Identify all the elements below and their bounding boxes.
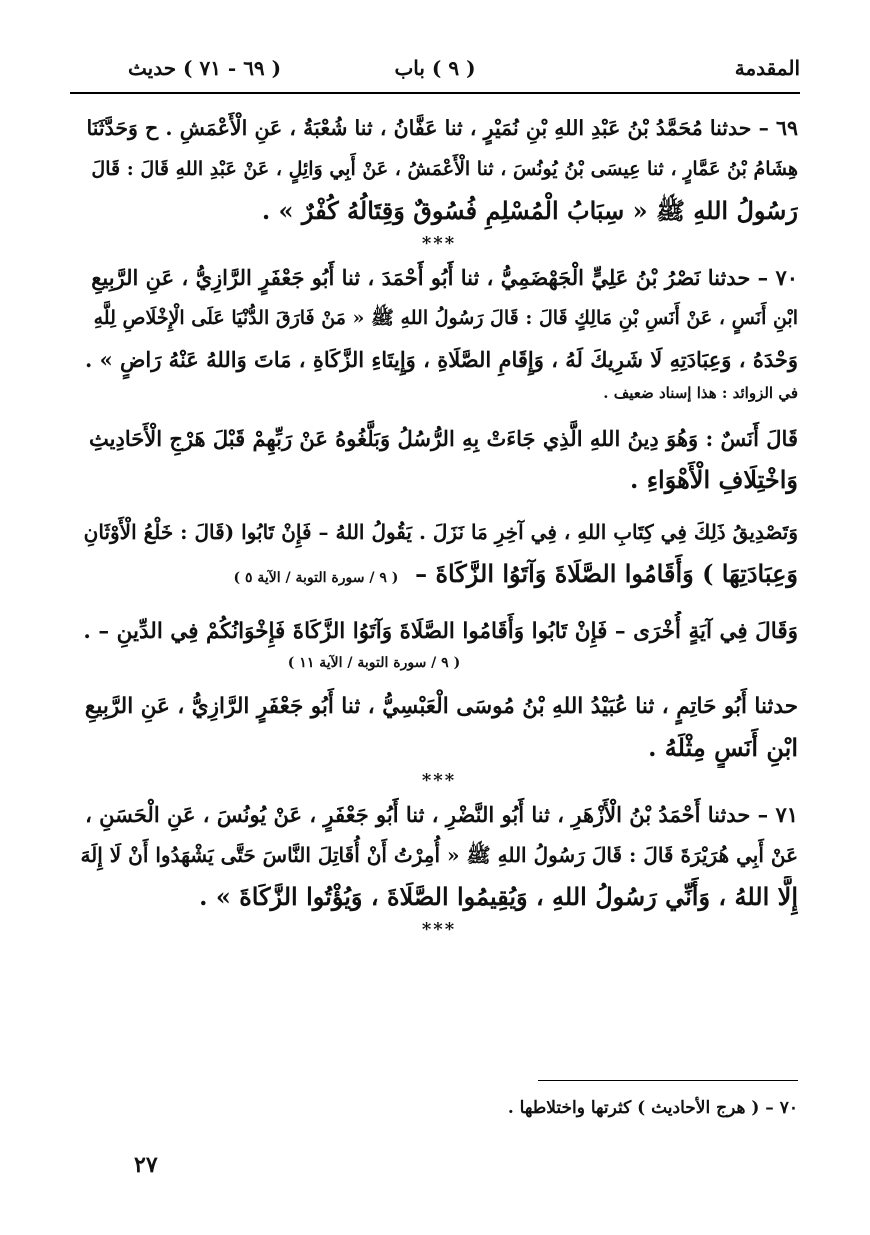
header-rule	[70, 92, 800, 94]
hadith-71	[80, 794, 798, 917]
section-separator: ***	[421, 770, 457, 791]
akhra-line: وَقَالَ فِي آيَةٍ أُخْرَى – فَإِنْ تَابُوا وَأَقَامُوا الصَّلَاةَ وَآتَوُا الزَّكَاةَ فَإِخْوَانُكُمْ فِي الدِّينِ – .	[83, 619, 798, 644]
hadith-70-line-3: وَحْدَهُ ، وَعِبَادَتِهِ لَا شَرِيكَ لَهُ ، وَإِقَامِ الصَّلَاةِ ، وَإِيتَاءِ الزَّكَاةِ ، مَاتَ وَاللهُ عَنْهُ رَاضٍ » .	[84, 347, 798, 372]
anas-line-1: قَالَ أَنَسٌ : وَهُوَ دِينُ اللهِ الَّذِي جَاءَتْ بِهِ الرُّسُلُ وَبَلَّغُوهُ عَنْ رَبِّهِمْ قَبْلَ هَرْجِ الْأَحَادِيثِ	[89, 426, 798, 451]
section-separator: ***	[421, 919, 457, 940]
quran-reference-tawbah-11: ( ٩ / سورة التوبة / الآية ١١ )	[287, 655, 461, 671]
header-hadith-range: ( ٦٩ - ٧١ ) حديث	[128, 56, 282, 80]
hadith-70-line-2: ابْنِ أَنَسٍ ، عَنْ أَنَسِ بْنِ مَالِكٍ قَالَ : قَالَ رَسُولُ اللهِ ﷺ « مَنْ فَارَقَ الدُّنْيَا عَلَى الْإِخْلَاصِ لِلَّهِ	[93, 307, 798, 329]
abuhatim-line-1: حدثنا أَبُو حَاتِمٍ ، ثنا عُبَيْدُ اللهِ بْنُ مُوسَى الْعَبْسِيُّ ، ثنا أَبُو جَعْفَرٍ الرَّازِيُّ ، عَنِ الرَّبِيعِ	[84, 694, 798, 719]
anas-line-2: وَاخْتِلَافِ الْأَهْوَاءِ .	[630, 465, 798, 494]
quran-reference-tawbah-5: ( ٩ / سورة التوبة / الآية ٥ )	[233, 570, 399, 586]
page-header	[70, 48, 800, 92]
header-chapter: ( ٩ ) باب	[394, 56, 476, 80]
header-section-title: المقدمة	[734, 56, 800, 80]
hadith-71-line-1: ٧١ – حدثنا أَحْمَدُ بْنُ الْأَزْهَرِ ، ثنا أَبُو النَّضْرِ ، ثنا أَبُو جَعْفَرٍ ، عَنْ يُونُسَ ، عَنِ الْحَسَنِ ،	[85, 802, 798, 827]
hadith-70	[80, 257, 798, 768]
hadith-69-line-2: هِشَامُ بْنُ عَمَّارٍ ، ثنا عِيسَى بْنُ يُونُسَ ، ثنا الْأَعْمَشُ ، عَنْ أَبِي وَائِلٍ ، عَنْ عَبْدِ اللهِ قَالَ : قَالَ	[91, 158, 798, 180]
hadith-71-line-2: عَنْ أَبِي هُرَيْرَةَ قَالَ : قَالَ رَسُولُ اللهِ ﷺ « أُمِرْتُ أَنْ أُقَاتِلَ النَّاسَ حَتَّى يَشْهَدُوا أَنْ لَا إِلَهَ	[80, 843, 798, 867]
tasdiq-line-2	[80, 553, 798, 599]
page-body	[80, 108, 798, 943]
abuhatim-line-2: ابْنِ أَنَسٍ مِثْلَهُ .	[648, 733, 798, 762]
tasdiq-line-1: وَتَصْدِيقُ ذَلِكَ فِي كِتَابِ اللهِ ، فِي آخِرِ مَا نَزَلَ . يَقُولُ اللهُ – فَإِنْ تَابُوا (قَالَ : خَلْعُ الْأَوْثَانِ	[83, 520, 798, 544]
hadith-69	[80, 108, 798, 231]
hadith-70-line-1: ٧٠ – حدثنا نَصْرُ بْنُ عَلِيٍّ الْجَهْضَمِيُّ ، ثنا أَبُو أَحْمَدَ ، ثنا أَبُو جَعْفَرٍ الرَّازِيُّ ، عَنِ الرَّبِيعِ	[91, 265, 798, 290]
footnote: ٧٠ – ( هرج الأحاديث ) كثرتها واختلاطها .	[507, 1098, 798, 1118]
page-number: ٢٧	[134, 1152, 158, 1178]
hadith-69-line-3: رَسُولُ اللهِ ﷺ « سِبَابُ الْمُسْلِمِ فُسُوقٌ وَقِتَالُهُ كُفْرٌ » .	[261, 196, 798, 225]
tasdiq-line-2-text: وَعِبَادَتِهَا ) وَأَقَامُوا الصَّلَاةَ وَآتَوُا الزَّكَاةَ –	[415, 559, 798, 588]
zawaid-note: في الزوائد : هذا إسناد ضعيف .	[603, 384, 798, 402]
hadith-71-line-3: إِلَّا اللهُ ، وَأَنِّي رَسُولُ اللهِ ، وَيُقِيمُوا الصَّلَاةَ ، وَيُؤْتُوا الزَّكَاةَ » .	[199, 882, 798, 911]
section-separator: ***	[421, 233, 457, 254]
footnote-rule	[538, 1080, 798, 1081]
hadith-69-line-1: ٦٩ – حدثنا مُحَمَّدُ بْنُ عَبْدِ اللهِ بْنِ نُمَيْرٍ ، ثنا عَفَّانُ ، ثنا شُعْبَةُ ، عَنِ الْأَعْمَشِ . ح وَحَدَّثَنَا	[86, 116, 798, 140]
